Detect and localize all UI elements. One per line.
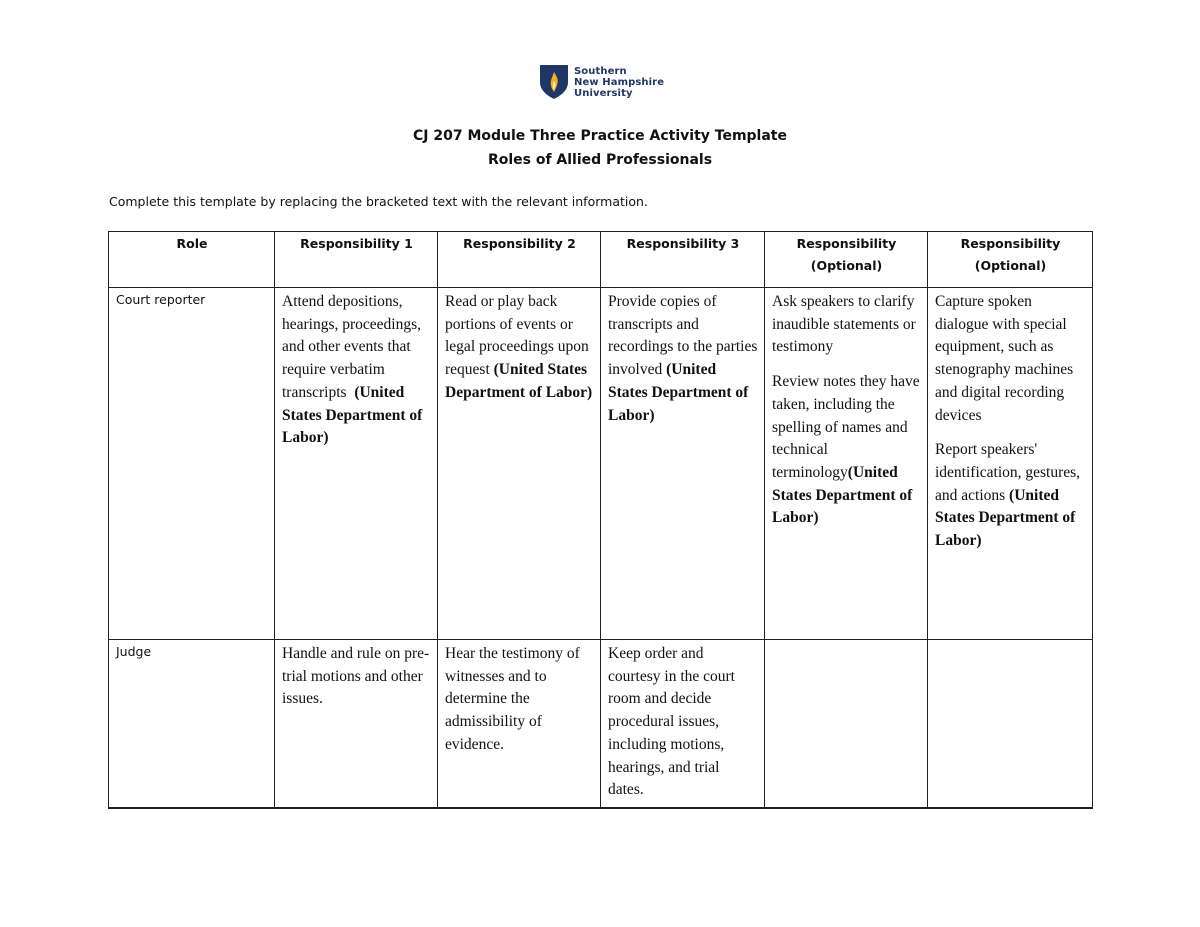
logo-line-3: University — [574, 87, 633, 99]
university-name — [574, 66, 664, 99]
cell-text: Capture spoken dialogue with special equipment, such as stenography machines and digital recording devices — [935, 293, 1074, 424]
responsibility-cell[interactable]: Handle and rule on pre-trial motions and other issues. — [275, 640, 438, 809]
logo-line-2: New Hampshire — [574, 76, 665, 88]
citation: (United States Department of Labor) — [772, 463, 913, 527]
responsibility-cell[interactable]: Hear the testimony of witnesses and to determine the admissibility of evidence. — [438, 640, 601, 809]
document-title: CJ 207 Module Three Practice Activity Template — [413, 128, 787, 144]
optional-responsibility-cell[interactable] — [928, 640, 1093, 809]
shield-flame-icon — [539, 64, 569, 100]
cell-text: Provide copies of transcripts and recordings to the parties involved — [608, 293, 758, 379]
header-optional-1 — [765, 232, 928, 288]
optional-responsibility-cell[interactable] — [765, 288, 928, 640]
document-subtitle: Roles of Allied Professionals — [487, 152, 713, 168]
citation: (United States Department of Labor) — [935, 486, 1076, 550]
header-responsibility-1: Responsibility 1 — [275, 232, 438, 288]
cell-paragraph — [772, 371, 921, 530]
table-header-row — [109, 232, 1093, 288]
table-row — [109, 288, 1093, 640]
header-optional-2 — [928, 232, 1093, 288]
table-row — [109, 640, 1093, 809]
header-responsibility-2: Responsibility 2 — [438, 232, 601, 288]
instructions-text: Complete this template by replacing the bracketed text with the relevant information. — [109, 194, 648, 209]
citation: (United States Department of Labor) — [608, 361, 749, 424]
cell-text: Report speakers' identification, gestures, and actions — [935, 441, 1081, 504]
university-logo — [539, 64, 664, 100]
header-responsibility-3: Responsibility 3 — [601, 232, 765, 288]
cell-text: Review notes they have taken, including the spelling of names and technical terminology — [772, 373, 920, 481]
header-optional-2-label: Responsibility — [960, 236, 1061, 251]
header-optional-1-note: (Optional) — [810, 258, 883, 273]
responsibility-cell[interactable] — [601, 288, 765, 640]
logo-line-1: Southern — [574, 65, 627, 77]
header-optional-2-note: (Optional) — [974, 258, 1047, 273]
cell-text: Read or play back portions of events or legal proceedings upon request — [445, 293, 589, 379]
header-role: Role — [109, 232, 275, 288]
role-cell[interactable]: Judge — [109, 640, 275, 809]
responsibility-cell[interactable]: Keep order and courtesy in the court room and decide procedural issues, including motions, hearings, and trial dates. — [601, 640, 765, 809]
citation: (United States Department of Labor) — [282, 383, 423, 447]
optional-responsibility-cell[interactable] — [765, 640, 928, 809]
cell-text: Attend depositions, hearings, proceedings, and other events that require verbatim transcripts — [282, 293, 422, 401]
cell-text: Ask speakers to clarify inaudible statements or testimony — [772, 293, 916, 356]
citation: (United States Department of Labor) — [445, 361, 593, 401]
role-cell[interactable]: Court reporter — [109, 288, 275, 640]
optional-responsibility-cell[interactable] — [928, 288, 1093, 640]
roles-table — [108, 231, 1093, 809]
responsibility-cell[interactable] — [438, 288, 601, 640]
responsibility-cell[interactable] — [275, 288, 438, 640]
header-optional-1-label: Responsibility — [796, 236, 897, 251]
cell-paragraph — [935, 439, 1086, 553]
